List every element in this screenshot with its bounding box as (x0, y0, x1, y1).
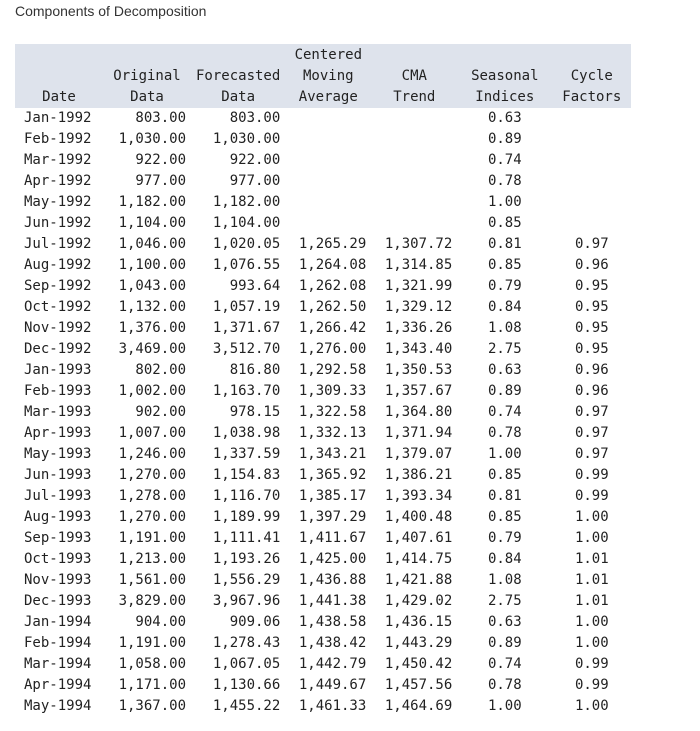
table-body (15, 108, 631, 717)
table-row (15, 444, 631, 465)
table-row (15, 318, 631, 339)
cell-cma-trend: 1,386.21 (384, 467, 453, 483)
table-row (15, 696, 631, 717)
cell-date: Dec-1992 (24, 341, 92, 357)
cell-forecasted-data: 1,116.70 (212, 488, 281, 504)
cell-cycle-factor: 0.97 (574, 425, 609, 441)
cell-centered-moving-average (285, 171, 371, 192)
cell-date: Jan-1992 (24, 110, 92, 126)
cell-original-data: 1,270.00 (118, 509, 186, 525)
cell-date: Apr-1992 (24, 173, 92, 189)
cell-original-data: 1,182.00 (118, 194, 186, 210)
cell-cycle-factor: 0.96 (574, 257, 609, 273)
cell-date: Nov-1993 (24, 572, 92, 588)
cell-cma-trend: 1,457.56 (384, 677, 453, 693)
cell-forecasted-data: 977.00 (229, 173, 281, 189)
column-header-forecasted-data: Forecasted Data (191, 44, 285, 108)
cell-seasonal-index: 1.00 (487, 698, 522, 714)
cell-date: Feb-1994 (24, 635, 92, 651)
cell-original-data: 1,191.00 (118, 635, 186, 651)
cell-centered-moving-average: 1,411.67 (298, 530, 367, 546)
cell-cma-trend (371, 171, 457, 192)
cell-date: Sep-1993 (24, 530, 92, 546)
cell-forecasted-data: 1,111.41 (212, 530, 281, 546)
cell-date: Apr-1993 (24, 425, 92, 441)
cell-original-data: 1,007.00 (118, 425, 186, 441)
cell-cma-trend: 1,329.12 (384, 299, 453, 315)
table-row (15, 570, 631, 591)
page-title: Components of Decomposition (15, 3, 207, 19)
cell-cycle-factor: 1.00 (574, 635, 609, 651)
cell-forecasted-data: 3,967.96 (212, 593, 281, 609)
cell-date: Mar-1994 (24, 656, 92, 672)
cell-centered-moving-average: 1,385.17 (298, 488, 367, 504)
cell-cycle-factor: 1.01 (574, 551, 609, 567)
table-row (15, 381, 631, 402)
cell-seasonal-index: 0.74 (487, 152, 522, 168)
cell-cycle-factor: 1.00 (574, 698, 609, 714)
cell-cma-trend: 1,336.26 (384, 320, 453, 336)
table-row (15, 402, 631, 423)
cell-seasonal-index: 0.79 (487, 530, 522, 546)
cell-centered-moving-average: 1,264.08 (298, 257, 367, 273)
cell-original-data: 802.00 (135, 362, 186, 378)
cell-date: Oct-1993 (24, 551, 92, 567)
cell-seasonal-index: 1.00 (487, 194, 522, 210)
cell-cycle-factor (552, 192, 631, 213)
cell-cycle-factor: 0.99 (574, 677, 609, 693)
cell-original-data: 904.00 (135, 614, 186, 630)
cell-cycle-factor (552, 171, 631, 192)
cell-seasonal-index: 0.85 (487, 257, 522, 273)
cell-forecasted-data: 1,337.59 (212, 446, 281, 462)
cell-centered-moving-average: 1,436.88 (298, 572, 367, 588)
cell-forecasted-data: 1,057.19 (212, 299, 281, 315)
cell-centered-moving-average: 1,343.21 (298, 446, 367, 462)
cell-forecasted-data: 1,130.66 (212, 677, 281, 693)
cell-cma-trend (371, 150, 457, 171)
decomposition-table (15, 44, 631, 717)
cell-original-data: 977.00 (135, 173, 186, 189)
cell-original-data: 1,191.00 (118, 530, 186, 546)
cell-centered-moving-average (285, 108, 371, 129)
table-header (15, 44, 631, 108)
cell-original-data: 1,043.00 (118, 278, 186, 294)
cell-cma-trend: 1,371.94 (384, 425, 453, 441)
cell-cycle-factor: 0.95 (574, 341, 609, 357)
cell-cma-trend: 1,343.40 (384, 341, 453, 357)
cell-cma-trend: 1,400.48 (384, 509, 453, 525)
cell-original-data: 1,367.00 (118, 698, 186, 714)
cell-forecasted-data: 3,512.70 (212, 341, 281, 357)
cell-forecasted-data: 1,038.98 (212, 425, 281, 441)
cell-seasonal-index: 0.84 (487, 551, 522, 567)
cell-date: Apr-1994 (24, 677, 92, 693)
cell-seasonal-index: 0.79 (487, 278, 522, 294)
cell-original-data: 1,002.00 (118, 383, 186, 399)
cell-original-data: 1,132.00 (118, 299, 186, 315)
cell-centered-moving-average: 1,461.33 (298, 698, 367, 714)
cell-date: Jan-1994 (24, 614, 92, 630)
cell-cma-trend (371, 213, 457, 234)
table-row (15, 528, 631, 549)
cell-seasonal-index: 2.75 (487, 341, 522, 357)
cell-forecasted-data: 1,104.00 (212, 215, 281, 231)
cell-seasonal-index: 0.78 (487, 425, 522, 441)
cell-forecasted-data: 1,076.55 (212, 257, 281, 273)
cell-cycle-factor: 1.01 (574, 593, 609, 609)
table-row (15, 654, 631, 675)
cell-cycle-factor: 0.95 (574, 299, 609, 315)
cell-original-data: 1,278.00 (118, 488, 186, 504)
cell-centered-moving-average (285, 150, 371, 171)
cell-cma-trend: 1,464.69 (384, 698, 453, 714)
cell-original-data: 3,829.00 (118, 593, 186, 609)
cell-cycle-factor: 0.96 (574, 362, 609, 378)
cell-date: Aug-1993 (24, 509, 92, 525)
cell-forecasted-data: 803.00 (229, 110, 281, 126)
cell-forecasted-data: 1,455.22 (212, 698, 281, 714)
table-row (15, 486, 631, 507)
cell-centered-moving-average: 1,425.00 (298, 551, 367, 567)
cell-original-data: 1,246.00 (118, 446, 186, 462)
cell-original-data: 1,030.00 (118, 131, 186, 147)
cell-date: Jun-1993 (24, 467, 92, 483)
column-header-date: Date (15, 44, 103, 108)
cell-cycle-factor: 0.99 (574, 467, 609, 483)
cell-date: Mar-1993 (24, 404, 92, 420)
cell-cma-trend (371, 129, 457, 150)
cell-forecasted-data: 1,020.05 (212, 236, 281, 252)
cell-centered-moving-average: 1,365.92 (298, 467, 367, 483)
cell-seasonal-index: 0.81 (487, 488, 522, 504)
cell-cycle-factor: 0.97 (574, 404, 609, 420)
cell-cma-trend: 1,429.02 (384, 593, 453, 609)
cell-cycle-factor: 0.96 (574, 383, 609, 399)
cell-date: Dec-1993 (24, 593, 92, 609)
table-row (15, 129, 631, 150)
cell-cycle-factor: 0.99 (574, 488, 609, 504)
table-row (15, 507, 631, 528)
cell-forecasted-data: 1,189.99 (212, 509, 281, 525)
cell-seasonal-index: 0.89 (487, 131, 522, 147)
cell-seasonal-index: 0.89 (487, 635, 522, 651)
table-row (15, 192, 631, 213)
table-row (15, 675, 631, 696)
cell-cycle-factor (552, 150, 631, 171)
cell-cma-trend: 1,450.42 (384, 656, 453, 672)
cell-cma-trend: 1,321.99 (384, 278, 453, 294)
table-row (15, 360, 631, 381)
cell-cma-trend: 1,350.53 (384, 362, 453, 378)
cell-cma-trend: 1,307.72 (384, 236, 453, 252)
cell-date: Jul-1992 (24, 236, 92, 252)
column-header-centered-moving-average: Centered Moving Average (285, 44, 371, 108)
cell-cma-trend: 1,393.34 (384, 488, 453, 504)
cell-seasonal-index: 1.08 (487, 320, 522, 336)
table-row (15, 276, 631, 297)
cell-cma-trend: 1,314.85 (384, 257, 453, 273)
cell-date: Nov-1992 (24, 320, 92, 336)
cell-original-data: 1,561.00 (118, 572, 186, 588)
cell-cycle-factor (552, 108, 631, 129)
cell-date: May-1992 (24, 194, 92, 210)
cell-date: Feb-1992 (24, 131, 92, 147)
table-row (15, 171, 631, 192)
cell-forecasted-data: 1,030.00 (212, 131, 281, 147)
cell-centered-moving-average: 1,292.58 (298, 362, 367, 378)
cell-seasonal-index: 0.63 (487, 614, 522, 630)
cell-centered-moving-average: 1,262.08 (298, 278, 367, 294)
table-row (15, 549, 631, 570)
cell-cma-trend: 1,443.29 (384, 635, 453, 651)
cell-cycle-factor: 0.99 (574, 656, 609, 672)
cell-original-data: 1,376.00 (118, 320, 186, 336)
column-header-cma-trend: CMA Trend (371, 44, 457, 108)
cell-seasonal-index: 0.63 (487, 362, 522, 378)
table-row (15, 423, 631, 444)
cell-cycle-factor: 0.97 (574, 446, 609, 462)
cell-seasonal-index: 0.74 (487, 656, 522, 672)
cell-forecasted-data: 1,154.83 (212, 467, 281, 483)
cell-cma-trend: 1,379.07 (384, 446, 453, 462)
cell-cycle-factor: 1.00 (574, 614, 609, 630)
table-row (15, 465, 631, 486)
table-row (15, 591, 631, 612)
cell-forecasted-data: 816.80 (229, 362, 281, 378)
cell-seasonal-index: 0.63 (487, 110, 522, 126)
cell-original-data: 922.00 (135, 152, 186, 168)
cell-cma-trend: 1,407.61 (384, 530, 453, 546)
cell-cycle-factor: 0.97 (574, 236, 609, 252)
cell-date: Aug-1992 (24, 257, 92, 273)
table-row (15, 108, 631, 129)
column-header-cycle-factors: Cycle Factors (552, 44, 631, 108)
cell-original-data: 1,104.00 (118, 215, 186, 231)
cell-date: Feb-1993 (24, 383, 92, 399)
table-row (15, 339, 631, 360)
cell-seasonal-index: 0.78 (487, 173, 522, 189)
table-row (15, 633, 631, 654)
cell-forecasted-data: 922.00 (229, 152, 281, 168)
cell-date: Mar-1992 (24, 152, 92, 168)
cell-cycle-factor: 0.95 (574, 320, 609, 336)
cell-centered-moving-average (285, 129, 371, 150)
cell-seasonal-index: 0.74 (487, 404, 522, 420)
cell-cycle-factor (552, 129, 631, 150)
cell-seasonal-index: 0.81 (487, 236, 522, 252)
cell-centered-moving-average: 1,397.29 (298, 509, 367, 525)
cell-seasonal-index: 2.75 (487, 593, 522, 609)
cell-cma-trend: 1,414.75 (384, 551, 453, 567)
cell-seasonal-index: 0.89 (487, 383, 522, 399)
cell-centered-moving-average: 1,262.50 (298, 299, 367, 315)
cell-date: Jul-1993 (24, 488, 92, 504)
cell-forecasted-data: 978.15 (229, 404, 281, 420)
table-row (15, 612, 631, 633)
cell-cycle-factor (552, 213, 631, 234)
cell-seasonal-index: 0.85 (487, 509, 522, 525)
cell-cma-trend: 1,357.67 (384, 383, 453, 399)
cell-original-data: 1,100.00 (118, 257, 186, 273)
cell-seasonal-index: 0.78 (487, 677, 522, 693)
cell-date: Oct-1992 (24, 299, 92, 315)
cell-forecasted-data: 993.64 (229, 278, 281, 294)
cell-forecasted-data: 1,371.67 (212, 320, 281, 336)
table-row (15, 213, 631, 234)
cell-centered-moving-average: 1,438.58 (298, 614, 367, 630)
cell-original-data: 1,171.00 (118, 677, 186, 693)
cell-cma-trend: 1,421.88 (384, 572, 453, 588)
cell-date: Sep-1992 (24, 278, 92, 294)
cell-centered-moving-average: 1,441.38 (298, 593, 367, 609)
cell-forecasted-data: 1,278.43 (212, 635, 281, 651)
cell-forecasted-data: 1,163.70 (212, 383, 281, 399)
cell-centered-moving-average: 1,449.67 (298, 677, 367, 693)
table-row (15, 297, 631, 318)
table-row (15, 150, 631, 171)
cell-centered-moving-average (285, 213, 371, 234)
table-row (15, 234, 631, 255)
cell-cycle-factor: 0.95 (574, 278, 609, 294)
cell-original-data: 902.00 (135, 404, 186, 420)
cell-date: May-1993 (24, 446, 92, 462)
cell-forecasted-data: 1,556.29 (212, 572, 281, 588)
cell-forecasted-data: 1,182.00 (212, 194, 281, 210)
cell-date: May-1994 (24, 698, 92, 714)
cell-seasonal-index: 0.85 (487, 467, 522, 483)
cell-seasonal-index: 0.85 (487, 215, 522, 231)
cell-forecasted-data: 1,193.26 (212, 551, 281, 567)
cell-centered-moving-average: 1,265.29 (298, 236, 367, 252)
cell-cma-trend: 1,364.80 (384, 404, 453, 420)
cell-cycle-factor: 1.01 (574, 572, 609, 588)
column-header-seasonal-indices: Seasonal Indices (457, 44, 552, 108)
cell-seasonal-index: 1.00 (487, 446, 522, 462)
cell-original-data: 1,046.00 (118, 236, 186, 252)
cell-centered-moving-average: 1,322.58 (298, 404, 367, 420)
cell-cycle-factor: 1.00 (574, 530, 609, 546)
table-row (15, 255, 631, 276)
cell-date: Jan-1993 (24, 362, 92, 378)
cell-centered-moving-average: 1,438.42 (298, 635, 367, 651)
cell-seasonal-index: 0.84 (487, 299, 522, 315)
cell-centered-moving-average: 1,309.33 (298, 383, 367, 399)
cell-original-data: 1,058.00 (118, 656, 186, 672)
column-header-original-data: Original Data (103, 44, 191, 108)
cell-centered-moving-average: 1,442.79 (298, 656, 367, 672)
cell-cma-trend (371, 192, 457, 213)
cell-centered-moving-average: 1,276.00 (298, 341, 367, 357)
cell-original-data: 1,213.00 (118, 551, 186, 567)
cell-cma-trend (371, 108, 457, 129)
cell-date: Jun-1992 (24, 215, 92, 231)
cell-seasonal-index: 1.08 (487, 572, 522, 588)
cell-centered-moving-average: 1,332.13 (298, 425, 367, 441)
cell-original-data: 803.00 (135, 110, 186, 126)
cell-cycle-factor: 1.00 (574, 509, 609, 525)
cell-forecasted-data: 1,067.05 (212, 656, 281, 672)
cell-original-data: 3,469.00 (118, 341, 186, 357)
cell-forecasted-data: 909.06 (229, 614, 281, 630)
cell-centered-moving-average: 1,266.42 (298, 320, 367, 336)
cell-original-data: 1,270.00 (118, 467, 186, 483)
cell-cma-trend: 1,436.15 (384, 614, 453, 630)
cell-centered-moving-average (285, 192, 371, 213)
header-row (15, 44, 631, 108)
